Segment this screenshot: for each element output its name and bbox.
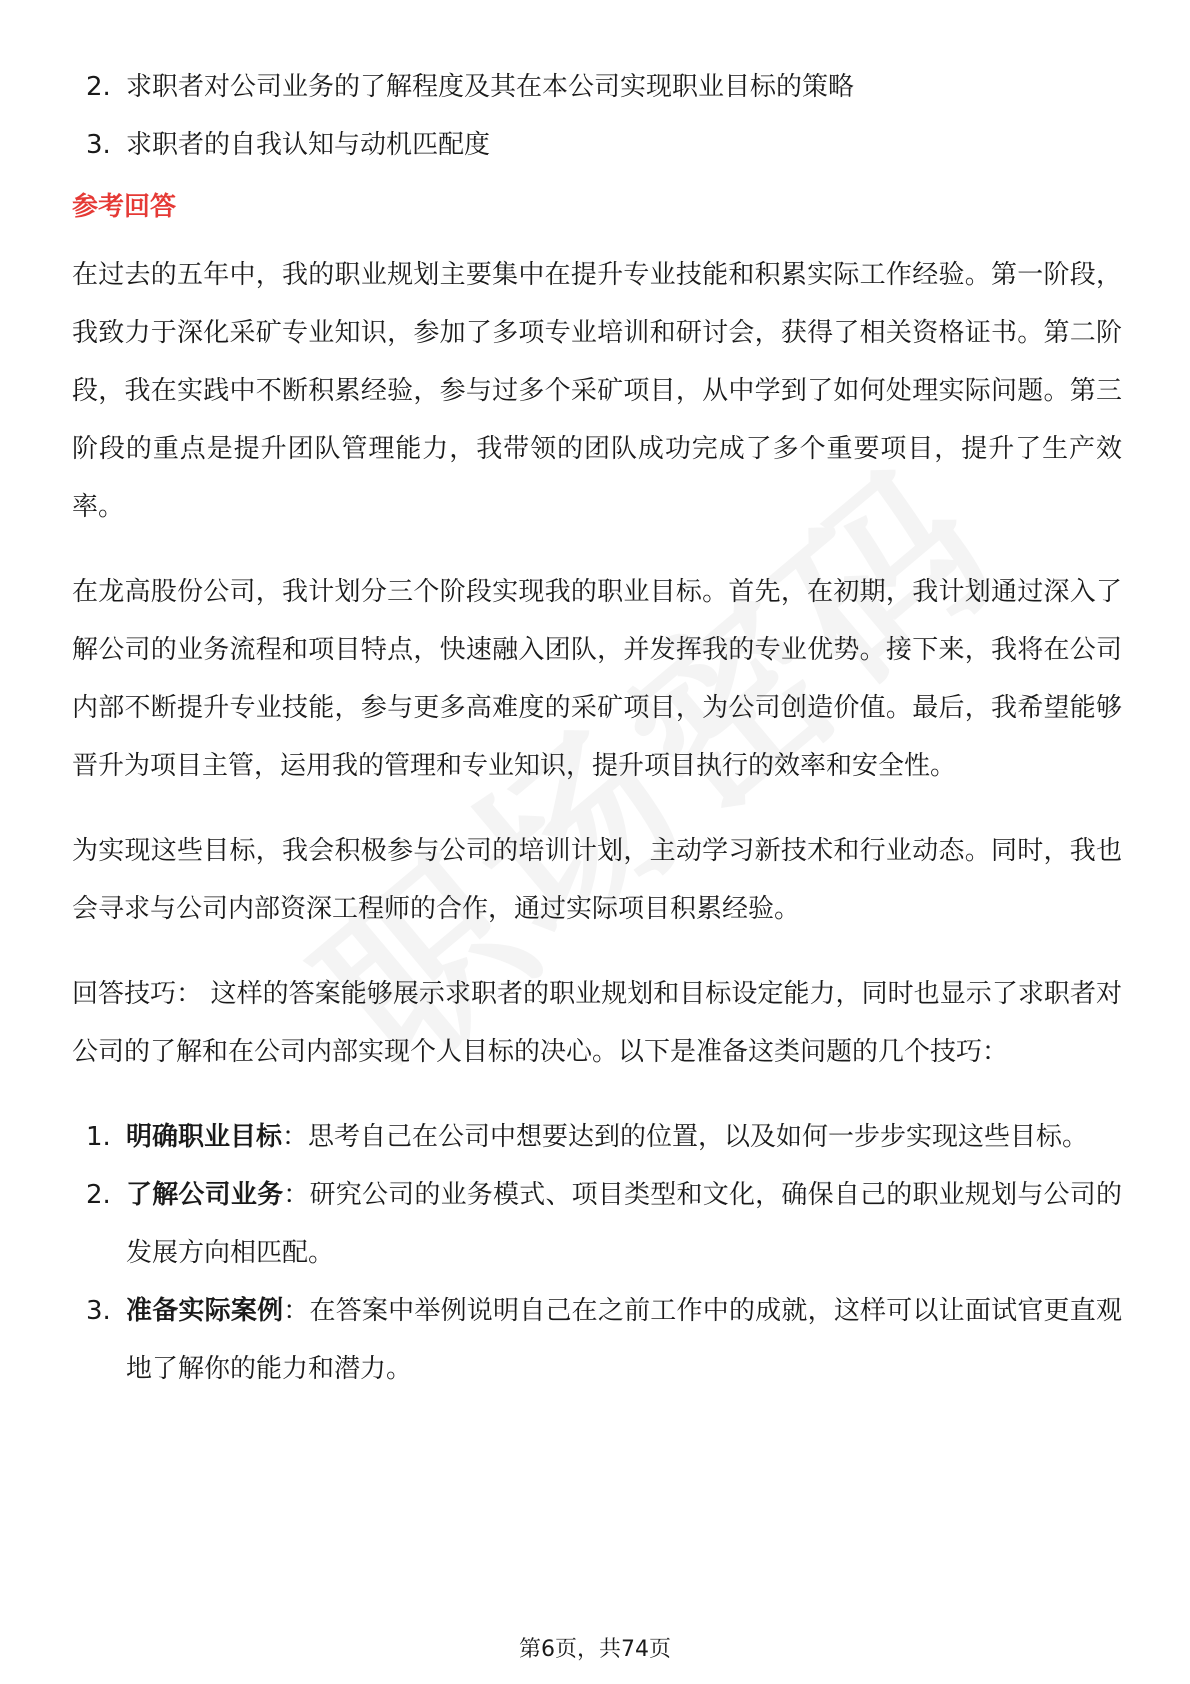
- list-item: [72, 58, 1122, 116]
- answer-paragraph: 在龙高股份公司，我计划分三个阶段实现我的职业目标。首先，在初期，我计划通过深入了解公司的业务流程和项目特点，快速融入团队，并发挥我的专业优势。接下来，我将在公司内部不断提升专业技能，参与更多高难度的采矿项目，为公司创造价值。最后，我希望能够晋升为项目主管，运用我的管理和专业知识，提升项目执行的效率和安全性。: [72, 577, 1122, 781]
- list-number: 1.: [86, 1122, 111, 1152]
- tips-list: [72, 1108, 1122, 1398]
- page-footer: 第6页，共74页: [519, 1637, 671, 1662]
- section-title: 参考回答: [72, 192, 177, 222]
- tip-term: 明确职业目标: [126, 1122, 283, 1152]
- tip-term: 准备实际案例: [126, 1296, 284, 1326]
- page-content: [72, 58, 1122, 1398]
- tip-text: ：研究公司的业务模式、项目类型和文化，确保自己的职业规划与公司的发展方向相匹配。: [126, 1180, 1122, 1268]
- list-item: [72, 1108, 1122, 1166]
- list-item: [72, 116, 1122, 174]
- answer-paragraph: 在过去的五年中，我的职业规划主要集中在提升专业技能和积累实际工作经验。第一阶段，我致力于深化采矿专业知识，参加了多项专业培训和研讨会，获得了相关资格证书。第二阶段，我在实践中不断积累经验，参与过多个采矿项目，从中学到了如何处理实际问题。第三阶段的重点是提升团队管理能力，我带领的团队成功完成了多个重要项目，提升了生产效率。: [72, 260, 1122, 522]
- list-item: [72, 1166, 1122, 1282]
- list-item-text: 求职者对公司业务的了解程度及其在本公司实现职业目标的策略: [126, 72, 855, 102]
- list-item: [72, 1282, 1122, 1398]
- list-number: 2.: [86, 72, 111, 102]
- list-number: 3.: [86, 130, 111, 160]
- list-number: 3.: [86, 1296, 111, 1326]
- tip-term: 了解公司业务: [126, 1180, 284, 1210]
- tip-text: ：在答案中举例说明自己在之前工作中的成就，这样可以让面试官更直观地了解你的能力和潜力。: [126, 1296, 1122, 1384]
- list-number: 2.: [86, 1180, 111, 1210]
- list-item-text: 求职者的自我认知与动机匹配度: [126, 130, 491, 160]
- answer-paragraph: 为实现这些目标，我会积极参与公司的培训计划，主动学习新技术和行业动态。同时，我也会寻求与公司内部资深工程师的合作，通过实际项目积累经验。: [72, 836, 1122, 924]
- tips-intro-paragraph: 回答技巧： 这样的答案能够展示求职者的职业规划和目标设定能力，同时也显示了求职者对公司的了解和在公司内部实现个人目标的决心。以下是准备这类问题的几个技巧：: [72, 979, 1122, 1067]
- criteria-list: [72, 58, 1122, 174]
- tip-text: ：思考自己在公司中想要达到的位置，以及如何一步步实现这些目标。: [282, 1122, 1089, 1152]
